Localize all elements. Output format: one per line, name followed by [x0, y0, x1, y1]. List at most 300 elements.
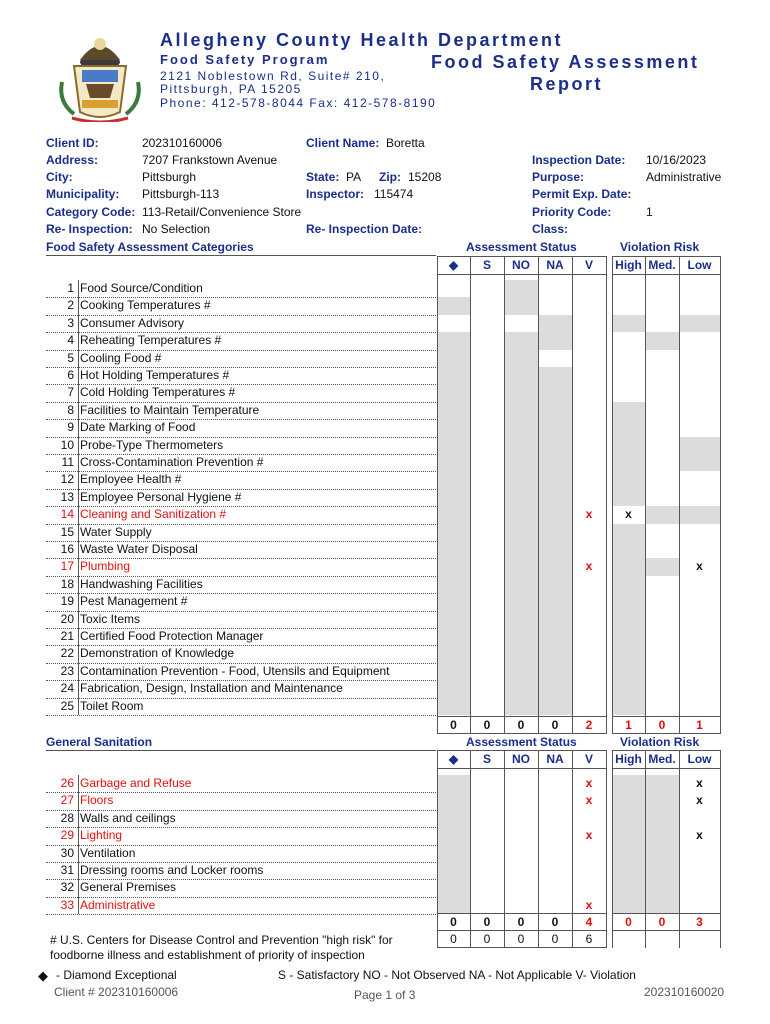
totals-bottom-rule — [612, 930, 720, 931]
cdc-note-line-1: # U.S. Centers for Disease Control and Prevention "high risk" for — [50, 933, 393, 947]
column-rule — [504, 256, 505, 734]
priority: 1 — [646, 205, 653, 219]
shaded-cell — [613, 315, 645, 332]
shaded-cell — [505, 698, 538, 715]
diamond-legend: - Diamond Exceptional — [56, 968, 177, 982]
total-d: 0 — [450, 915, 457, 929]
header-bottom-rule — [612, 768, 720, 769]
row-label-rule — [78, 350, 79, 367]
row-number: 7 — [67, 385, 74, 400]
row-number: 23 — [60, 663, 74, 678]
shaded-cell — [539, 315, 572, 332]
header-bottom-rule — [437, 768, 606, 769]
row-label-rule — [78, 775, 79, 792]
row-number: 20 — [60, 611, 74, 626]
program-name: Food Safety Program — [160, 52, 330, 67]
row-dotted-rule — [46, 715, 436, 716]
shaded-cell — [438, 332, 470, 349]
shaded-cell — [680, 506, 720, 523]
shaded-cell — [505, 280, 538, 297]
column-header-v: V — [584, 258, 593, 272]
row-label: Contamination Prevention - Food, Utensils and Equipment — [80, 663, 390, 678]
row-number: 15 — [60, 524, 74, 539]
shaded-cell — [613, 680, 645, 697]
total-med: 0 — [658, 718, 666, 732]
totals-top-rule — [437, 913, 606, 914]
row-label: Employee Personal Hygiene # — [80, 489, 242, 504]
shaded-cell — [613, 645, 645, 662]
grand-total-no: 0 — [517, 932, 525, 946]
row-label-rule — [78, 663, 79, 680]
client-name-label: Client Name: — [306, 136, 380, 150]
shaded-cell — [539, 593, 572, 610]
status-legend: S - Satisfactory NO - Not Observed NA - Not Applicable V- Violation — [278, 968, 636, 982]
inspector: 115474 — [374, 187, 414, 201]
document-id: 202310160020 — [644, 985, 725, 999]
shaded-cell — [539, 437, 572, 454]
row-number: 12 — [60, 472, 74, 487]
header-top-rule — [612, 256, 720, 257]
violation-mark: x — [585, 828, 593, 843]
row-number: 8 — [67, 402, 74, 417]
row-dotted-rule — [46, 914, 436, 915]
shaded-cell — [539, 698, 572, 715]
row-label-rule — [78, 454, 79, 471]
shaded-cell — [613, 698, 645, 715]
assessment-status-header: Assessment Status — [466, 240, 577, 254]
shaded-cell — [438, 350, 470, 367]
state-label: State: — [306, 170, 340, 184]
row-label-rule — [78, 315, 79, 332]
row-label: Floors — [80, 793, 114, 808]
permit-exp-label: Permit Exp. Date: — [532, 187, 632, 201]
client-id: 202310160006 — [142, 136, 223, 150]
shaded-cell — [438, 384, 470, 401]
column-header-low: Low — [687, 258, 712, 272]
header-top-rule — [612, 750, 720, 751]
purpose-label: Purpose: — [532, 170, 585, 184]
shaded-cell — [646, 332, 679, 349]
header-top-rule — [437, 750, 606, 751]
shaded-cell — [646, 862, 679, 879]
county-seal — [52, 22, 148, 122]
shaded-cell — [438, 611, 470, 628]
totals-top-rule — [612, 716, 720, 717]
row-label-rule — [78, 297, 79, 314]
shaded-cell — [505, 680, 538, 697]
shaded-cell — [613, 471, 645, 488]
column-rule — [437, 256, 438, 734]
shaded-cell — [680, 315, 720, 332]
total-s: 0 — [483, 718, 491, 732]
row-label: Facilities to Maintain Temperature — [80, 402, 260, 417]
row-label-rule — [78, 845, 79, 862]
row-label: Walls and ceilings — [80, 810, 176, 825]
municipality: Pittsburgh-113 — [142, 187, 220, 201]
assessment-status-header: Assessment Status — [466, 735, 577, 749]
section-rule — [46, 750, 436, 751]
shaded-cell — [438, 879, 470, 896]
shaded-cell — [680, 437, 720, 454]
shaded-cell — [438, 506, 470, 523]
header-bottom-rule — [437, 274, 606, 275]
row-label: Cleaning and Sanitization # — [80, 507, 227, 522]
phone-fax: Phone: 412-578-8044 Fax: 412-578-8190 — [160, 96, 437, 110]
shaded-cell — [539, 645, 572, 662]
row-label: Certified Food Protection Manager — [80, 629, 264, 643]
column-header-d: ◆ — [448, 258, 459, 272]
row-label: Fabrication, Design, Installation and Maintenance — [80, 681, 343, 696]
column-header-med: Med. — [648, 752, 676, 766]
row-label: Dressing rooms and Locker rooms — [80, 863, 264, 877]
row-label: Water Supply — [80, 524, 152, 539]
row-number: 11 — [61, 455, 74, 469]
shaded-cell — [438, 810, 470, 827]
shaded-cell — [613, 541, 645, 558]
column-header-no: NO — [512, 258, 530, 272]
shaded-cell — [505, 506, 538, 523]
report-title-1: Food Safety Assessment — [431, 52, 700, 72]
reinspection-label: Re- Inspection: — [46, 222, 133, 236]
row-number: 16 — [60, 542, 74, 556]
row-number: 4 — [67, 333, 74, 348]
address-line-2: Pittsburgh, PA 15205 — [160, 82, 302, 96]
shaded-cell — [539, 611, 572, 628]
shaded-cell — [505, 611, 538, 628]
row-number: 3 — [67, 315, 74, 330]
row-number: 21 — [60, 629, 74, 643]
shaded-cell — [613, 558, 645, 575]
city: Pittsburgh — [142, 170, 197, 184]
shaded-cell — [438, 862, 470, 879]
row-label-rule — [78, 402, 79, 419]
shaded-cell — [505, 524, 538, 541]
diamond-legend-icon: ◆ — [38, 968, 48, 983]
cdc-note-line-2: foodborne illness and establishment of priority of inspection — [50, 948, 365, 962]
shaded-cell — [505, 297, 538, 314]
shaded-cell — [613, 775, 645, 792]
row-label: Garbage and Refuse — [80, 776, 192, 790]
grand-total-na: 0 — [551, 932, 559, 946]
row-label: Hot Holding Temperatures # — [80, 368, 230, 382]
category: 113-Retail/Convenience Store — [142, 205, 302, 219]
violation-mark: x — [585, 559, 593, 574]
reinspection-date-label: Re- Inspection Date: — [306, 222, 423, 236]
shaded-cell — [505, 628, 538, 645]
column-rule — [606, 256, 607, 734]
total-med: 0 — [658, 915, 666, 929]
violation-mark: x — [696, 793, 703, 808]
totals-bottom-rule — [437, 733, 606, 734]
shaded-cell — [505, 419, 538, 436]
column-header-s: S — [482, 752, 491, 766]
shaded-cell — [539, 367, 572, 384]
row-label: Ventilation — [80, 845, 136, 860]
section-title: Food Safety Assessment Categories — [46, 240, 254, 254]
shaded-cell — [438, 827, 470, 844]
violation-mark: x — [585, 897, 593, 912]
row-label-rule — [78, 698, 79, 715]
row-label-rule — [78, 471, 79, 488]
category-label: Category Code: — [46, 205, 136, 219]
row-number: 10 — [60, 437, 74, 452]
shaded-cell — [438, 402, 470, 419]
shaded-cell — [438, 845, 470, 862]
total-low: 3 — [696, 915, 703, 929]
totals-bottom-rule — [437, 930, 606, 931]
municipality-label: Municipality: — [46, 187, 120, 201]
totals-bottom-rule — [612, 733, 720, 734]
shaded-cell — [539, 332, 572, 349]
row-label: Cooling Food # — [80, 350, 162, 365]
shaded-cell — [438, 367, 470, 384]
state: PA — [346, 170, 362, 184]
client-number: Client # 202310160006 — [54, 985, 179, 999]
row-number: 2 — [67, 298, 74, 313]
shaded-cell — [438, 541, 470, 558]
column-rule — [538, 256, 539, 734]
shaded-cell — [539, 454, 572, 471]
row-number: 24 — [60, 681, 74, 696]
row-label-rule — [78, 367, 79, 384]
row-label-rule — [78, 576, 79, 593]
row-number: 18 — [60, 576, 74, 591]
shaded-cell — [505, 576, 538, 593]
shaded-cell — [646, 827, 679, 844]
shaded-cell — [613, 897, 645, 914]
total-v: 4 — [585, 915, 593, 929]
shaded-cell — [613, 489, 645, 506]
row-label: Waste Water Disposal — [80, 542, 198, 556]
row-label: Lighting — [80, 828, 123, 843]
row-label: Employee Health # — [80, 472, 182, 487]
shaded-cell — [438, 576, 470, 593]
violation-mark: x — [585, 793, 593, 808]
shaded-cell — [539, 576, 572, 593]
zip-label: Zip: — [379, 170, 401, 184]
column-header-no: NO — [512, 752, 530, 766]
shaded-cell — [438, 471, 470, 488]
row-label: Date Marking of Food — [80, 420, 196, 435]
violation-mark: x — [585, 776, 593, 790]
address-label: Address: — [46, 153, 99, 167]
shaded-cell — [646, 879, 679, 896]
row-label-rule — [78, 524, 79, 541]
row-label: Plumbing — [80, 559, 131, 574]
shaded-cell — [613, 593, 645, 610]
row-label: Toilet Room — [80, 698, 144, 713]
row-number: 29 — [60, 828, 74, 843]
row-label-rule — [78, 611, 79, 628]
total-na: 0 — [551, 718, 559, 732]
shaded-cell — [539, 663, 572, 680]
address-line-1: 2121 Noblestown Rd, Suite# 210, — [160, 69, 386, 83]
city-label: City: — [46, 170, 73, 184]
total-no: 0 — [517, 718, 525, 732]
column-rule — [679, 256, 680, 734]
row-label: Consumer Advisory — [80, 315, 185, 330]
row-label-rule — [78, 506, 79, 523]
client-name: Boretta — [386, 136, 425, 150]
violation-mark: x — [625, 507, 632, 522]
shaded-cell — [646, 792, 679, 809]
shaded-cell — [505, 663, 538, 680]
shaded-cell — [438, 593, 470, 610]
row-label-rule — [78, 628, 79, 645]
shaded-cell — [505, 384, 538, 401]
column-rule — [720, 750, 721, 948]
row-label-rule — [78, 280, 79, 297]
shaded-cell — [505, 645, 538, 662]
column-header-high: High — [615, 752, 642, 766]
shaded-cell — [613, 419, 645, 436]
grand-total-d: 0 — [450, 932, 457, 946]
row-label-rule — [78, 792, 79, 809]
violation-risk-header: Violation Risk — [620, 240, 700, 254]
class-label: Class: — [532, 222, 569, 236]
row-label-rule — [78, 645, 79, 662]
shaded-cell — [438, 419, 470, 436]
row-label: Reheating Temperatures # — [80, 333, 222, 348]
column-header-v: V — [584, 752, 593, 766]
column-header-med: Med. — [648, 258, 676, 272]
shaded-cell — [505, 454, 538, 471]
shaded-cell — [505, 402, 538, 419]
grand-total-v: 6 — [585, 932, 593, 946]
grand-bottom-rule — [437, 947, 606, 948]
row-number: 17 — [60, 559, 74, 574]
shaded-cell — [613, 810, 645, 827]
shaded-cell — [438, 437, 470, 454]
shaded-cell — [505, 367, 538, 384]
inspector-label: Inspector: — [306, 187, 365, 201]
inspection-date: 10/16/2023 — [646, 153, 707, 167]
row-label-rule — [78, 332, 79, 349]
column-header-high: High — [615, 258, 642, 272]
row-label-rule — [78, 541, 79, 558]
row-label-rule — [78, 489, 79, 506]
total-v: 2 — [585, 718, 593, 732]
row-label: Administrative — [80, 897, 156, 912]
violation-risk-header: Violation Risk — [620, 735, 700, 749]
shaded-cell — [505, 350, 538, 367]
shaded-cell — [539, 524, 572, 541]
row-label: Handwashing Facilities — [80, 576, 203, 591]
column-header-s: S — [482, 258, 491, 272]
shaded-cell — [438, 489, 470, 506]
row-label: Food Source/Condition — [80, 281, 203, 295]
total-s: 0 — [483, 915, 491, 929]
shaded-cell — [646, 558, 679, 575]
shaded-cell — [613, 663, 645, 680]
section-rule — [46, 255, 436, 256]
shaded-cell — [438, 454, 470, 471]
column-rule — [720, 256, 721, 734]
shaded-cell — [539, 384, 572, 401]
row-label-rule — [78, 558, 79, 575]
shaded-cell — [438, 628, 470, 645]
row-number: 28 — [60, 810, 74, 825]
row-label-rule — [78, 593, 79, 610]
shaded-cell — [505, 541, 538, 558]
shaded-cell — [505, 489, 538, 506]
purpose: Administrative — [646, 170, 722, 184]
row-label: Demonstration of Knowledge — [80, 646, 235, 661]
row-label: Cold Holding Temperatures # — [80, 385, 236, 400]
shaded-cell — [613, 437, 645, 454]
grand-total-s: 0 — [483, 932, 491, 946]
row-number: 32 — [60, 880, 74, 895]
inspection-date-label: Inspection Date: — [532, 153, 626, 167]
row-number: 33 — [60, 897, 74, 912]
shaded-cell — [539, 471, 572, 488]
seal-icon — [52, 22, 148, 122]
row-label: Toxic Items — [80, 611, 141, 626]
address: 7207 Frankstown Avenue — [142, 153, 278, 167]
shaded-cell — [505, 593, 538, 610]
total-d: 0 — [450, 718, 457, 732]
department-title: Allegheny County Health Department — [160, 30, 564, 50]
column-rule — [470, 256, 471, 734]
row-number: 13 — [60, 489, 74, 504]
priority-label: Priority Code: — [532, 205, 612, 219]
header-top-rule — [437, 256, 606, 257]
row-number: 6 — [67, 368, 74, 382]
column-rule — [572, 256, 573, 734]
total-low: 1 — [696, 718, 703, 732]
row-number: 14 — [60, 507, 74, 522]
shaded-cell — [613, 524, 645, 541]
violation-mark: x — [696, 828, 703, 843]
shaded-cell — [539, 506, 572, 523]
shaded-cell — [438, 792, 470, 809]
shaded-cell — [438, 698, 470, 715]
shaded-cell — [438, 524, 470, 541]
shaded-cell — [613, 879, 645, 896]
shaded-cell — [505, 558, 538, 575]
reinspection: No Selection — [142, 222, 211, 236]
row-label-rule — [78, 419, 79, 436]
shaded-cell — [613, 827, 645, 844]
section-title: General Sanitation — [46, 735, 153, 749]
violation-mark: x — [696, 559, 703, 574]
shaded-cell — [539, 558, 572, 575]
row-number: 31 — [60, 863, 74, 877]
row-label: Pest Management # — [80, 594, 188, 609]
row-number: 1 — [67, 281, 74, 295]
row-label-rule — [78, 879, 79, 896]
row-number: 5 — [67, 350, 74, 365]
row-label-rule — [78, 862, 79, 879]
shaded-cell — [539, 628, 572, 645]
row-label: Cooking Temperatures # — [80, 298, 211, 313]
shaded-cell — [613, 862, 645, 879]
shaded-cell — [438, 680, 470, 697]
row-number: 22 — [60, 646, 74, 661]
column-header-na: NA — [546, 752, 564, 766]
shaded-cell — [438, 663, 470, 680]
shaded-cell — [539, 402, 572, 419]
row-number: 19 — [60, 594, 74, 609]
row-number: 9 — [67, 420, 74, 435]
shaded-cell — [438, 558, 470, 575]
shaded-cell — [646, 775, 679, 792]
shaded-cell — [539, 419, 572, 436]
row-label-rule — [78, 810, 79, 827]
page-number: Page 1 of 3 — [354, 988, 416, 1002]
shaded-cell — [438, 645, 470, 662]
shaded-cell — [438, 897, 470, 914]
